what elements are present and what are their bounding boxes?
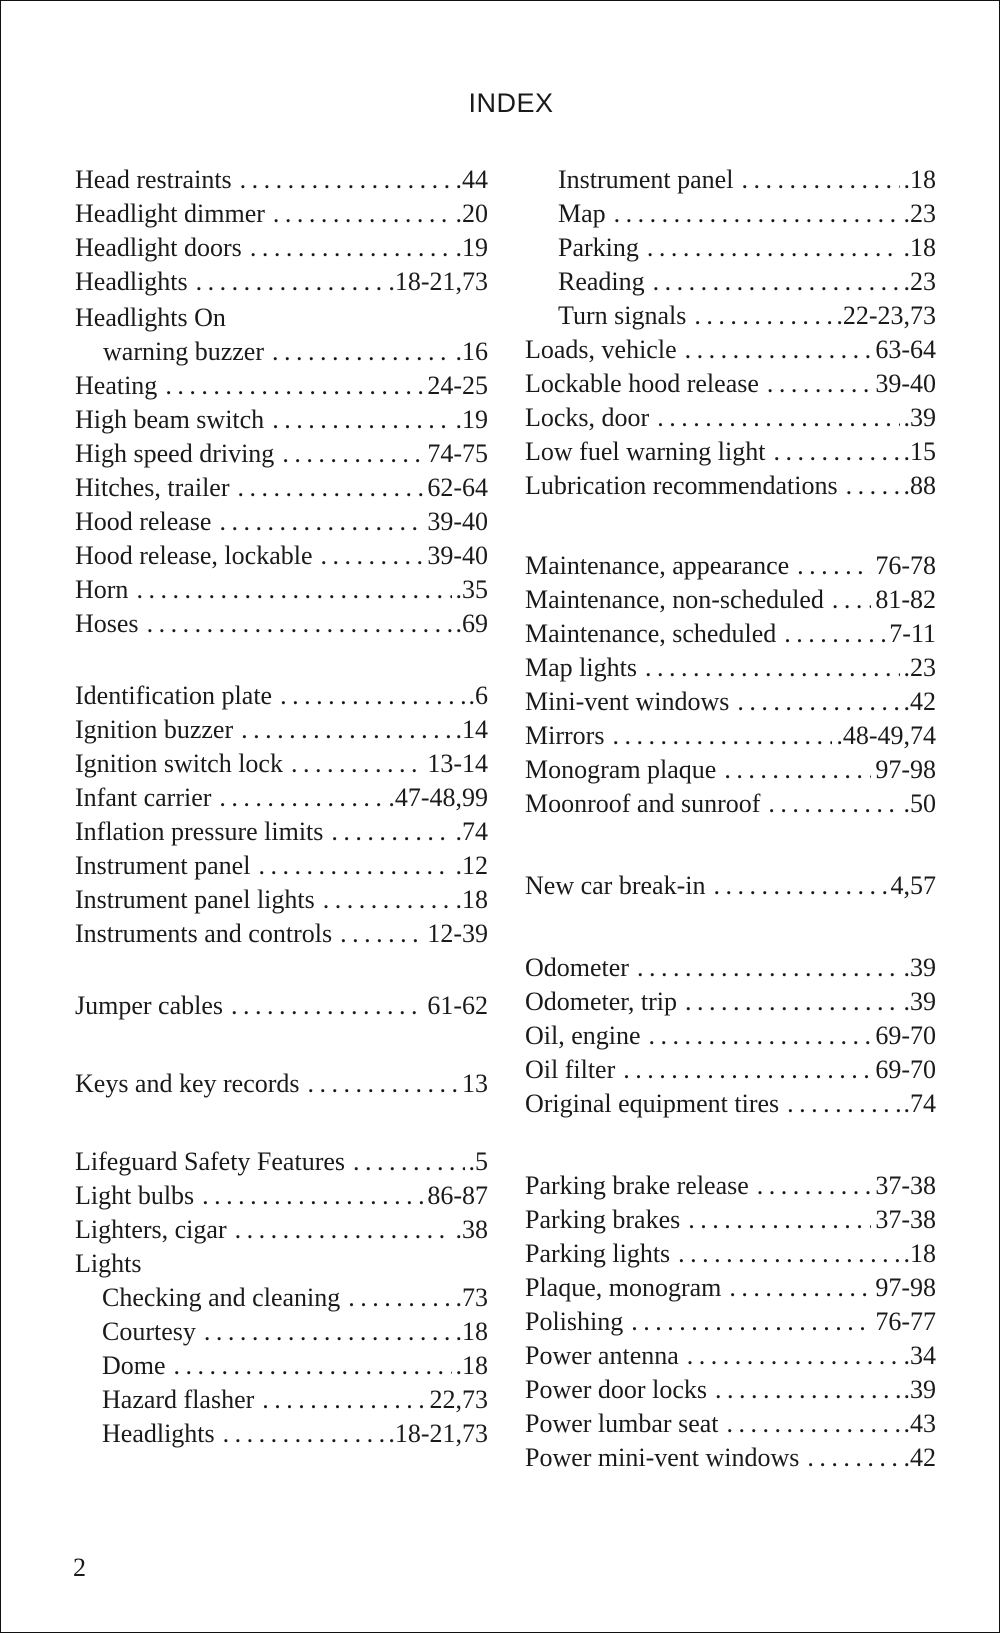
dot-leader: [713, 869, 886, 903]
entry-term: High beam switch: [75, 405, 265, 434]
dot-leader: [832, 583, 871, 617]
entry-term: Ignition buzzer: [75, 715, 234, 744]
dot-leader: [784, 617, 885, 651]
right-index-entry: [525, 1053, 936, 1087]
entry-term: Headlights: [102, 1419, 215, 1448]
entry-page-ref: .19: [455, 233, 488, 262]
dot-leader: [807, 1441, 899, 1475]
entry-page-ref: .35: [455, 575, 488, 604]
entry-page-ref: 61-62: [427, 991, 488, 1020]
entry-page-ref: .16: [455, 337, 488, 366]
entry-page-ref: .18: [903, 1239, 936, 1268]
entry-page-ref: 69-70: [875, 1021, 936, 1050]
dot-leader: [647, 231, 900, 265]
entry-term: Heating: [75, 371, 158, 400]
right-index-entry: [525, 951, 936, 985]
right-index-entry: [525, 1407, 936, 1441]
dot-leader: [694, 299, 832, 333]
entry-term: Plaque, monogram: [525, 1273, 722, 1302]
dot-leader: [637, 951, 900, 985]
right-index-entry: [525, 787, 936, 821]
right-index-entry: [525, 1441, 936, 1475]
right-index-entry: [525, 1019, 936, 1053]
entry-page-ref: .39: [903, 987, 936, 1016]
entry-page-ref: .50: [903, 789, 936, 818]
entry-page-ref: .15: [903, 437, 936, 466]
dot-leader: [787, 1087, 899, 1121]
entry-page-ref: 69-70: [875, 1055, 936, 1084]
entry-term: Lubrication recommendations: [525, 471, 838, 500]
entry-term: Moonroof and sunroof: [525, 789, 761, 818]
entry-term: Instruments and controls: [75, 919, 333, 948]
right-index-entry: [525, 469, 936, 503]
entry-term: Parking brakes: [525, 1205, 681, 1234]
dot-leader: [773, 435, 899, 469]
right-index-entry: [525, 719, 936, 753]
right-index-entry: [525, 869, 936, 903]
dot-leader: [612, 719, 832, 753]
entry-page-ref: 7-11: [889, 619, 936, 648]
entry-page-ref: 63-64: [875, 335, 936, 364]
dot-leader: [737, 685, 899, 719]
entry-term: Power mini-vent windows: [525, 1443, 800, 1472]
right-index-entry: [525, 401, 936, 435]
entry-term: Hazard flasher: [102, 1385, 255, 1414]
entry-term: Loads, vehicle: [525, 335, 677, 364]
right-index-entry: [525, 1237, 936, 1271]
entry-page-ref: 74-75: [427, 439, 488, 468]
entry-page-ref: 24-25: [427, 371, 488, 400]
entry-page-ref: 97-98: [875, 755, 936, 784]
entry-term: Headlight doors: [75, 233, 242, 262]
entry-term: Checking and cleaning: [102, 1283, 341, 1312]
dot-leader: [645, 651, 900, 685]
entry-page-ref: .73: [455, 1283, 488, 1312]
entry-page-ref: 39-40: [875, 369, 936, 398]
right-index-entry: [525, 583, 936, 617]
entry-page-ref: .14: [455, 715, 488, 744]
right-index-entry: [525, 617, 936, 651]
entry-term: Courtesy: [102, 1317, 196, 1346]
entry-page-ref: .19: [455, 405, 488, 434]
entry-page-ref: .20: [455, 199, 488, 228]
entry-page-ref: .48-49,74: [836, 721, 936, 750]
right-index-entry: [558, 265, 936, 299]
entry-term: Lockable hood release: [525, 369, 759, 398]
dot-leader: [623, 1053, 871, 1087]
right-index-entry: [525, 367, 936, 401]
right-index-entry: [525, 1373, 936, 1407]
entry-term: Instrument panel: [75, 851, 251, 880]
entry-term: Odometer: [525, 953, 629, 982]
entry-term: Identification plate: [75, 681, 273, 710]
dot-leader: [724, 753, 871, 787]
entry-page-ref: .5: [468, 1147, 488, 1176]
entry-page-ref: .74: [455, 817, 488, 846]
entry-term: Parking: [558, 233, 639, 262]
right-index-entry: [558, 231, 936, 265]
entry-term: Power lumbar seat: [525, 1409, 719, 1438]
right-index-entry: [525, 1087, 936, 1121]
entry-page-ref: .18: [455, 1351, 488, 1380]
entry-page-ref: .88: [903, 471, 936, 500]
entry-term: Infant carrier: [75, 783, 212, 812]
entry-term: Mini-vent windows: [525, 687, 730, 716]
entry-page-ref: .18-21,73: [388, 267, 488, 296]
page-title: INDEX: [468, 88, 554, 118]
entry-page-ref: 37-38: [875, 1171, 936, 1200]
right-index-entry: [525, 1339, 936, 1373]
dot-leader: [685, 985, 899, 1019]
entry-term: Maintenance, non-scheduled: [525, 585, 824, 614]
entry-page-ref: .18-21,73: [388, 1419, 488, 1448]
dot-leader: [631, 1305, 871, 1339]
entry-term: Head restraints: [75, 165, 232, 194]
right-index-entry: [525, 549, 936, 583]
right-index-entry: [558, 163, 936, 197]
entry-page-ref: .69: [455, 609, 488, 638]
entry-term: Oil filter: [525, 1055, 616, 1084]
entry-page-ref: 4,57: [890, 871, 936, 900]
entry-term: Hood release: [75, 507, 212, 536]
entry-page-ref: 22,73: [429, 1385, 488, 1414]
entry-page-ref: 13-14: [427, 749, 488, 778]
entry-term: Horn: [75, 575, 129, 604]
right-index-entry: [525, 435, 936, 469]
right-index-entry: [558, 299, 936, 333]
dot-leader: [797, 549, 871, 583]
entry-term: Monogram plaque: [525, 755, 717, 784]
dot-leader: [846, 469, 900, 503]
entry-term: Instrument panel: [558, 165, 734, 194]
entry-term: Hood release, lockable: [75, 541, 313, 570]
entry-page-ref: .39: [903, 953, 936, 982]
dot-leader: [741, 163, 899, 197]
entry-page-ref: .74: [903, 1089, 936, 1118]
entry-page-ref: .43: [903, 1409, 936, 1438]
entry-term: Locks, door: [525, 403, 650, 432]
right-index-entry: [525, 1169, 936, 1203]
entry-term: Odometer, trip: [525, 987, 678, 1016]
entry-term: Hoses: [75, 609, 139, 638]
entry-term: warning buzzer: [103, 337, 264, 366]
entry-term: Headlight dimmer: [75, 199, 265, 228]
right-index-entry: [558, 197, 936, 231]
entry-page-ref: .18: [903, 233, 936, 262]
entry-page-ref: 13: [462, 1069, 488, 1098]
dot-leader: [653, 265, 900, 299]
entry-page-ref: .22-23,73: [836, 301, 936, 330]
entry-page-ref: .34: [903, 1341, 936, 1370]
entry-page-ref: .39: [903, 1375, 936, 1404]
dot-leader: [757, 1169, 872, 1203]
entry-term: Jumper cables: [75, 991, 224, 1020]
entry-term: Instrument panel lights: [75, 885, 315, 914]
dot-leader: [768, 787, 899, 821]
entry-page-ref: .23: [903, 267, 936, 296]
entry-term: Mirrors: [525, 721, 605, 750]
right-index-entry: [525, 1271, 936, 1305]
entry-page-ref: 12-39: [427, 919, 488, 948]
entry-term: Lights: [75, 1249, 142, 1278]
entry-term: Light bulbs: [75, 1181, 195, 1210]
entry-page-ref: 62-64: [427, 473, 488, 502]
entry-page-ref: .23: [903, 199, 936, 228]
entry-page-ref: .42: [903, 687, 936, 716]
dot-leader: [727, 1407, 900, 1441]
entry-term: Lighters, cigar: [75, 1215, 227, 1244]
entry-term: Map: [558, 199, 606, 228]
right-index-entry: [525, 985, 936, 1019]
right-index-entry: [525, 1203, 936, 1237]
entry-page-ref: .38: [455, 1215, 488, 1244]
right-index-entry: [525, 651, 936, 685]
entry-page-ref: .39: [903, 403, 936, 432]
dot-leader: [688, 1203, 871, 1237]
dot-leader: [729, 1271, 871, 1305]
entry-page-ref: .42: [903, 1443, 936, 1472]
entry-term: Turn signals: [558, 301, 687, 330]
entry-page-ref: .23: [903, 653, 936, 682]
entry-page-ref: 86-87: [427, 1181, 488, 1210]
entry-term: Original equipment tires: [525, 1089, 780, 1118]
right-index-entry: [525, 753, 936, 787]
entry-page-ref: .18: [903, 165, 936, 194]
entry-page-ref: .18: [455, 1317, 488, 1346]
entry-page-ref: .12: [455, 851, 488, 880]
dot-leader: [687, 1339, 900, 1373]
entry-term: Dome: [102, 1351, 166, 1380]
entry-term: Ignition switch lock: [75, 749, 283, 778]
right-index-entry: [525, 685, 936, 719]
entry-page-ref: 39-40: [427, 507, 488, 536]
dot-leader: [685, 333, 872, 367]
entry-term: Parking lights: [525, 1239, 671, 1268]
entry-term: Maintenance, appearance: [525, 551, 790, 580]
entry-page-ref: 76-77: [875, 1307, 936, 1336]
dot-leader: [767, 367, 871, 401]
entry-term: Oil, engine: [525, 1021, 641, 1050]
dot-leader: [657, 401, 899, 435]
page-number: 2: [73, 1553, 86, 1582]
entry-term: Maintenance, scheduled: [525, 619, 777, 648]
entry-term: Inflation pressure limits: [75, 817, 324, 846]
entry-term: Headlights: [75, 267, 188, 296]
entry-term: Reading: [558, 267, 645, 296]
entry-term: Power door locks: [525, 1375, 707, 1404]
right-index-entry: [525, 1305, 936, 1339]
entry-page-ref: 37-38: [875, 1205, 936, 1234]
entry-term: Power antenna: [525, 1341, 679, 1370]
entry-page-ref: 97-98: [875, 1273, 936, 1302]
entry-term: Hitches, trailer: [75, 473, 230, 502]
entry-term: Keys and key records: [75, 1069, 300, 1098]
right-index-entry: [525, 333, 936, 367]
entry-term: Parking brake release: [525, 1171, 749, 1200]
entry-page-ref: 76-78: [875, 551, 936, 580]
entry-term: High speed driving: [75, 439, 275, 468]
entry-term: Low fuel warning light: [525, 437, 766, 466]
dot-leader: [678, 1237, 899, 1271]
entry-page-ref: .6: [468, 681, 488, 710]
entry-term: Polishing: [525, 1307, 624, 1336]
entry-page-ref: .47-48,99: [388, 783, 488, 812]
entry-page-ref: .44: [455, 165, 488, 194]
entry-term: New car break-in: [525, 871, 706, 900]
entry-term: Lifeguard Safety Features: [75, 1147, 346, 1176]
dot-leader: [614, 197, 900, 231]
dot-leader: [715, 1373, 900, 1407]
entry-term: Headlights On: [75, 303, 226, 332]
entry-term: Map lights: [525, 653, 637, 682]
entry-page-ref: 39-40: [427, 541, 488, 570]
entry-page-ref: .18: [455, 885, 488, 914]
dot-leader: [649, 1019, 872, 1053]
entry-page-ref: 81-82: [875, 585, 936, 614]
